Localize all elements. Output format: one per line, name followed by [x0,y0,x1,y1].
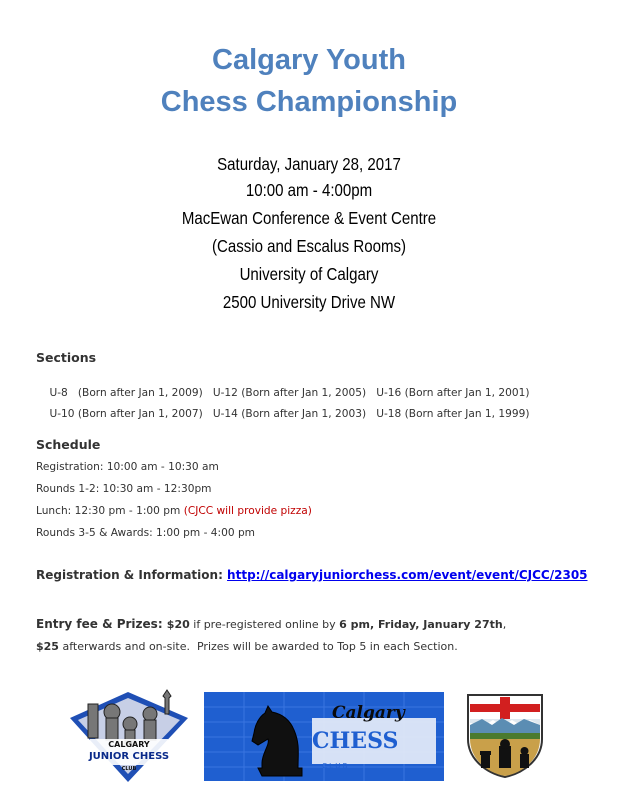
section-name: U-16 [376,387,402,399]
event-venue: MacEwan Conference & Event Centre [181,208,437,228]
calgary-chess-club-logo [204,692,444,781]
chess-logo-script: Calgary [332,703,405,723]
section-born: (Born after Jan 1, 2005) [241,387,367,399]
junior-logo-line-1: CALGARY [108,740,150,749]
schedule-lunch [36,505,312,517]
junior-logo-line-2: JUNIOR CHESS [88,751,170,762]
section-born: (Born after Jan 1, 2009) [77,387,203,399]
event-rooms: (Cassio and Escalus Rooms) [211,236,407,256]
section-name: U-12 [212,387,238,399]
title-line-2: Chess Championship [160,86,458,118]
entry-text-1: if pre-registered online by [189,618,340,631]
alberta-shield-logo [465,692,545,780]
event-date: Saturday, January 28, 2017 [217,154,401,174]
registration-info [36,568,588,582]
section-name: U-18 [376,408,402,420]
event-university: University of Calgary [239,264,379,284]
junior-chess-club-logo [68,684,190,784]
registration-link[interactable]: http://calgaryjuniorchess.com/event/event/CJCC/2305 [227,568,588,582]
schedule-heading: Schedule [36,437,101,452]
entry-line-1 [36,617,506,631]
lunch-note: (CJCC will provide pizza) [183,505,312,517]
entry-line-2 [36,640,458,653]
event-address: 2500 University Drive NW [222,292,396,312]
entry-comma: , [502,618,507,631]
entry-colon: : [157,617,167,631]
section-born: (Born after Jan 1, 2007) [77,408,203,420]
registration-label: Registration & Information: [36,568,228,582]
title-line-1: Calgary Youth [212,44,406,76]
sections-heading: Sections [36,350,97,365]
event-time: 10:00 am - 4:00pm [245,180,373,200]
section-born: (Born after Jan 1, 2003) [241,408,367,420]
entry-text-2: afterwards and on-site. Prizes will be awarded to Top 5 in each Section. [58,640,458,653]
section-name: U-8 [49,387,68,399]
entry-late-fee: $25 [36,640,59,653]
junior-logo-line-3: CLUB [121,766,137,772]
section-row-2 [36,396,530,432]
section-born: (Born after Jan 1, 2001) [404,387,530,399]
chess-logo-club: C L U B [322,762,348,770]
entry-label: Entry fee & Prizes [36,617,158,631]
section-name: U-10 [49,408,75,420]
chess-knight-icon [204,692,444,781]
lunch-time: Lunch: 12:30 pm - 1:00 pm [36,505,184,517]
schedule-registration: Registration: 10:00 am - 10:30 am [36,461,219,473]
section-name: U-14 [212,408,238,420]
entry-deadline: 6 pm, Friday, January 27th [339,618,503,631]
chess-logo-word: CHESS [312,728,399,754]
section-born: (Born after Jan 1, 1999) [404,408,530,420]
schedule-rounds-1-2: Rounds 1-2: 10:30 am - 12:30pm [36,483,212,495]
entry-fee: $20 [166,618,190,631]
schedule-rounds-3-5: Rounds 3-5 & Awards: 1:00 pm - 4:00 pm [36,527,255,539]
